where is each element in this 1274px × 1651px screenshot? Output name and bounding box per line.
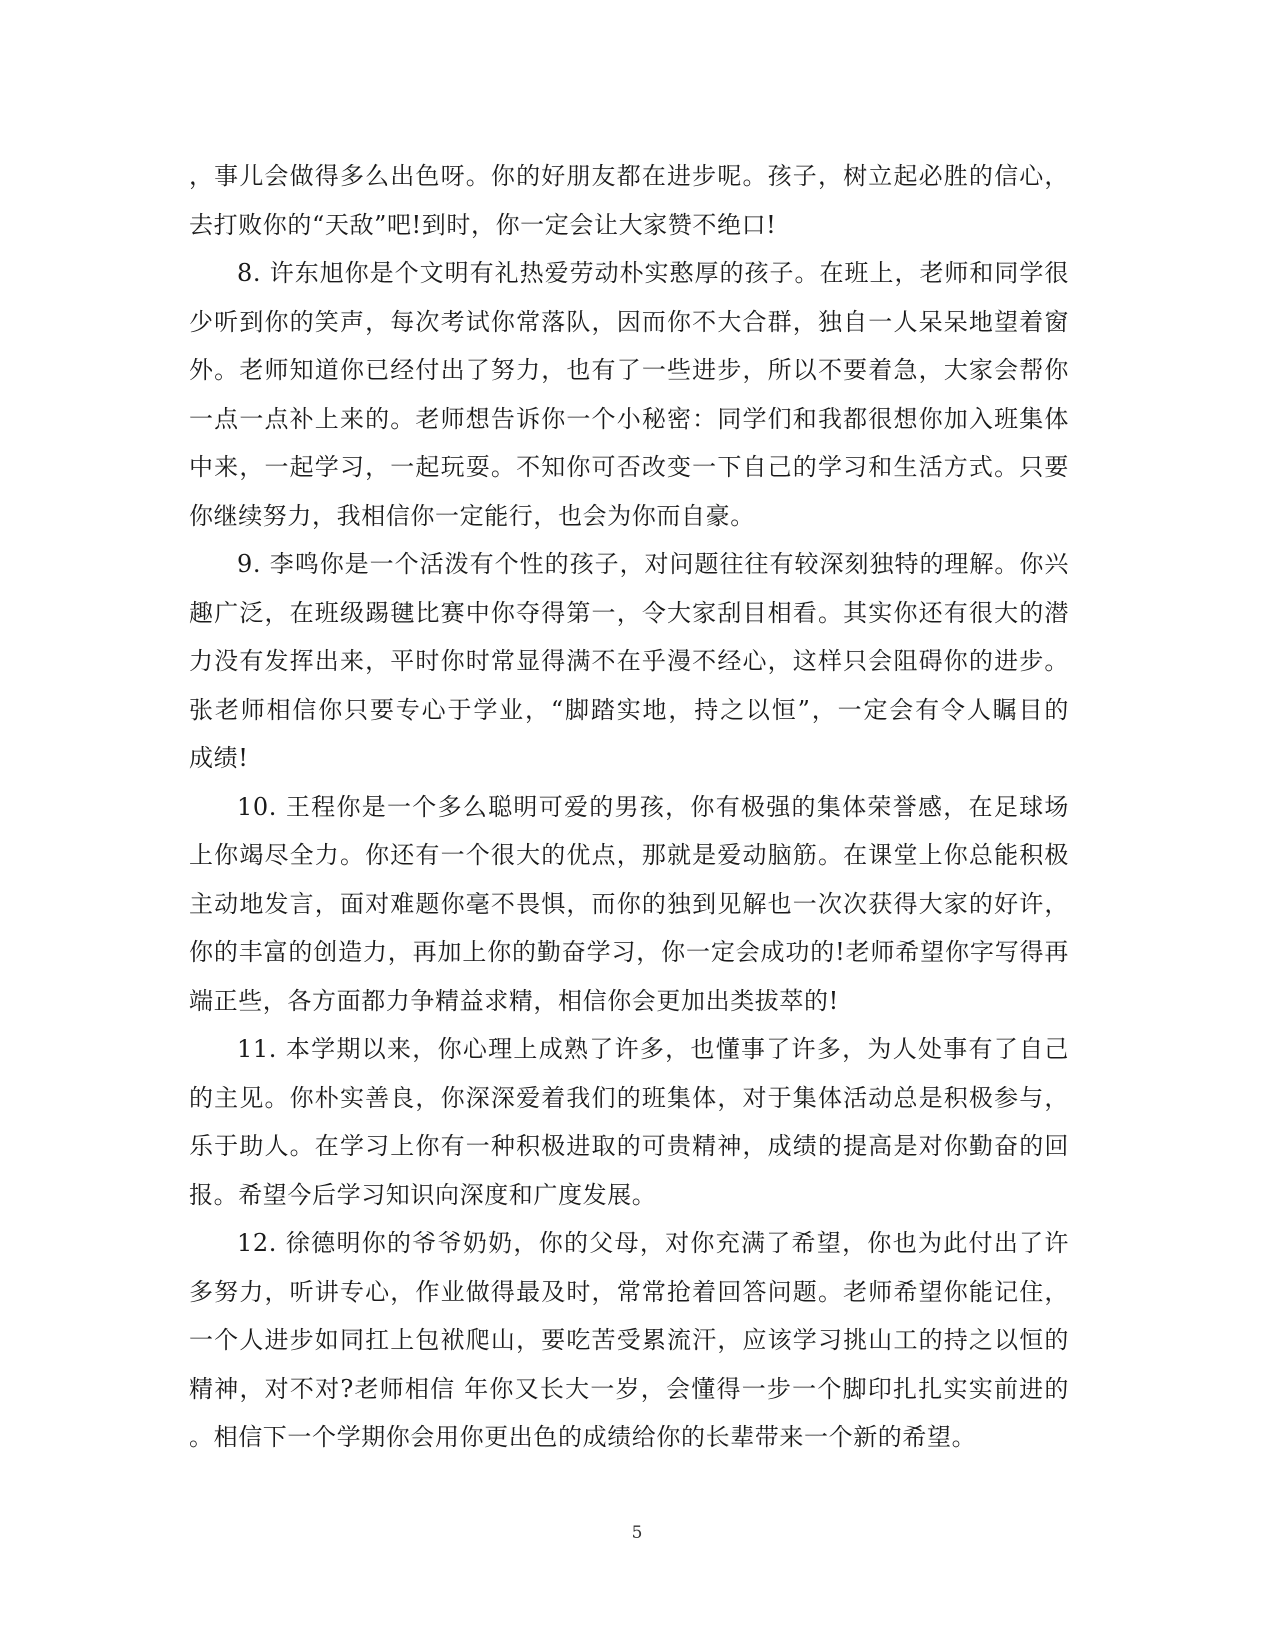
text-line: 一个人进步如同扛上包袱爬山，要吃苦受累流汗，应该学习挑山工的持之以恒的 xyxy=(189,1326,1069,1354)
text-line: 你的丰富的创造力，再加上你的勤奋学习，你一定会成功的!老师希望你字写得再 xyxy=(189,938,1069,966)
text-line: 。相信下一个学期你会用你更出色的成绩给你的长辈带来一个新的希望。 xyxy=(189,1423,977,1451)
paragraph-first-line: 11. 本学期以来，你心理上成熟了许多，也懂事了许多，为人处事有了自己 xyxy=(237,1035,1069,1063)
text-line: 中来，一起学习，一起玩耍。不知你可否改变一下自己的学习和生活方式。只要 xyxy=(189,453,1069,481)
text-line: 少听到你的笑声，每次考试你常落队，因而你不大合群，独自一人呆呆地望着窗 xyxy=(189,307,1069,336)
text-line: 乐于助人。在学习上你有一种积极进取的可贵精神，成绩的提高是对你勤奋的回 xyxy=(189,1132,1069,1160)
text-line: 的主见。你朴实善良，你深深爱着我们的班集体，对于集体活动总是积极参与， xyxy=(189,1083,1069,1112)
text-line: 力没有发挥出来，平时你时常显得满不在乎漫不经心，这样只会阻碍你的进步。 xyxy=(189,647,1069,675)
text-line: 报。希望今后学习知识向深度和广度发展。 xyxy=(189,1180,657,1209)
paragraph-first-line: 12. 徐德明你的爷爷奶奶，你的父母，对你充满了希望，你也为此付出了许 xyxy=(237,1229,1069,1257)
text-line: 端正些，各方面都力争精益求精，相信你会更加出类拔萃的! xyxy=(189,986,839,1015)
text-line: 精神，对不对?老师相信 年你又长大一岁，会懂得一步一个脚印扎扎实实前进的 xyxy=(189,1374,1069,1403)
text-line: 成绩! xyxy=(189,744,249,772)
text-line: 你继续努力，我相信你一定能行，也会为你而自豪。 xyxy=(189,501,755,530)
page-number: 5 xyxy=(631,1523,643,1543)
text-line: 上你竭尽全力。你还有一个很大的优点，那就是爱动脑筋。在课堂上你总能积极 xyxy=(189,841,1069,869)
text-line: 外。老师知道你已经付出了努力，也有了一些进步，所以不要着急，大家会帮你 xyxy=(189,356,1069,384)
text-line: 张老师相信你只要专心于学业，“脚踏实地，持之以恒”，一定会有令人瞩目的 xyxy=(189,695,1069,724)
text-line: 多努力，听讲专心，作业做得最及时，常常抢着回答问题。老师希望你能记住， xyxy=(189,1277,1069,1306)
paragraph-first-line: 8. 许东旭你是个文明有礼热爱劳动朴实憨厚的孩子。在班上，老师和同学很 xyxy=(237,259,1069,287)
text-line: ，事儿会做得多么出色呀。你的好朋友都在进步呢。孩子，树立起必胜的信心， xyxy=(189,162,1069,190)
text-line: 主动地发言，面对难题你毫不畏惧，而你的独到见解也一次次获得大家的好许， xyxy=(189,889,1069,918)
text-line: 趣广泛，在班级踢毽比赛中你夺得第一，令大家刮目相看。其实你还有很大的潜 xyxy=(189,598,1069,627)
text-line: 去打败你的“天敌”吧!到时，你一定会让大家赞不绝口! xyxy=(189,210,777,239)
paragraph-first-line: 9. 李鸣你是一个活泼有个性的孩子，对问题往往有较深刻独特的理解。你兴 xyxy=(237,550,1069,578)
page-body xyxy=(189,152,1069,1462)
paragraph-first-line: 10. 王程你是一个多么聪明可爱的男孩，你有极强的集体荣誉感，在足球场 xyxy=(237,792,1069,821)
text-line: 一点一点补上来的。老师想告诉你一个小秘密：同学们和我都很想你加入班集体 xyxy=(189,404,1069,433)
